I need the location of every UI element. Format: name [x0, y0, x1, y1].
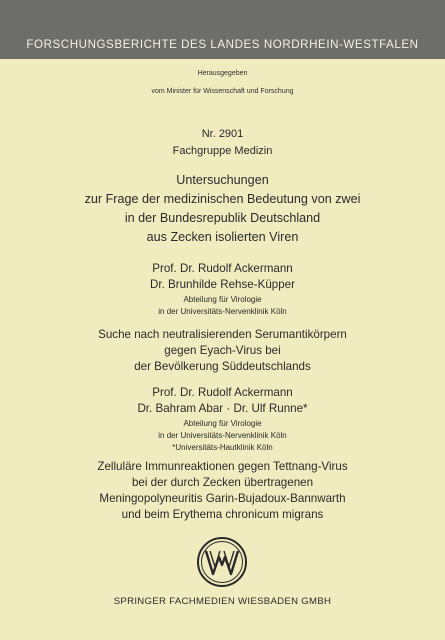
affiliation-line: Abteilung für Virologie	[183, 295, 262, 304]
publisher-name: SPRINGER FACHMEDIEN WIESBADEN GMBH	[113, 596, 332, 607]
title-line: Untersuchungen	[176, 173, 269, 187]
author-line: Dr. Brunhilde Rehse-Küpper	[149, 278, 295, 291]
subtitle-line: bei der durch Zecken übertragenen	[131, 476, 314, 489]
title-line: aus Zecken isolierten Viren	[146, 230, 299, 244]
title-line: in der Bundesrepublik Deutschland	[124, 211, 321, 225]
subtitle-line: Suche nach neutralisierenden Serumantikörpern	[98, 328, 347, 341]
subtitle-line: Zelluläre Immunreaktionen gegen Tettnang-Virus	[97, 460, 348, 473]
subject-group: Fachgruppe Medizin	[172, 145, 273, 157]
subtitle-line: der Bevölkerung Süddeutschlands	[134, 360, 311, 373]
editor-line-1: Herausgegeben	[197, 70, 248, 77]
editor-line-2: vom Minister für Wissenschaft und Forschung	[151, 88, 294, 95]
report-number: Nr. 2901	[201, 128, 244, 140]
author-line: Prof. Dr. Rudolf Ackermann	[152, 262, 293, 275]
author-line: Prof. Dr. Rudolf Ackermann	[152, 386, 293, 399]
ww-publisher-logo-icon	[196, 536, 248, 588]
subtitle-line: und beim Erythema chronicum migrans	[121, 508, 324, 521]
author-line: Dr. Bahram Abar · Dr. Ulf Runne*	[137, 402, 308, 415]
series-title: FORSCHUNGSBERICHTE DES LANDES NORDRHEIN-WESTFALEN	[26, 38, 419, 51]
affiliation-line: in der Universitäts-Nervenklinik Köln	[158, 307, 287, 316]
affiliation-line: Abteilung für Virologie	[183, 419, 262, 428]
subtitle-line: gegen Eyach-Virus bei	[164, 344, 281, 357]
title-line: zur Frage der medizinischen Bedeutung von zwei	[84, 192, 361, 206]
affiliation-line: in der Universitäts-Nervenklinik Köln	[158, 431, 287, 440]
subtitle-line: Meningopolyneuritis Garin-Bujadoux-Bannwarth	[99, 492, 346, 505]
affiliation-line: *Universitäts-Hautklinik Köln	[172, 443, 273, 452]
